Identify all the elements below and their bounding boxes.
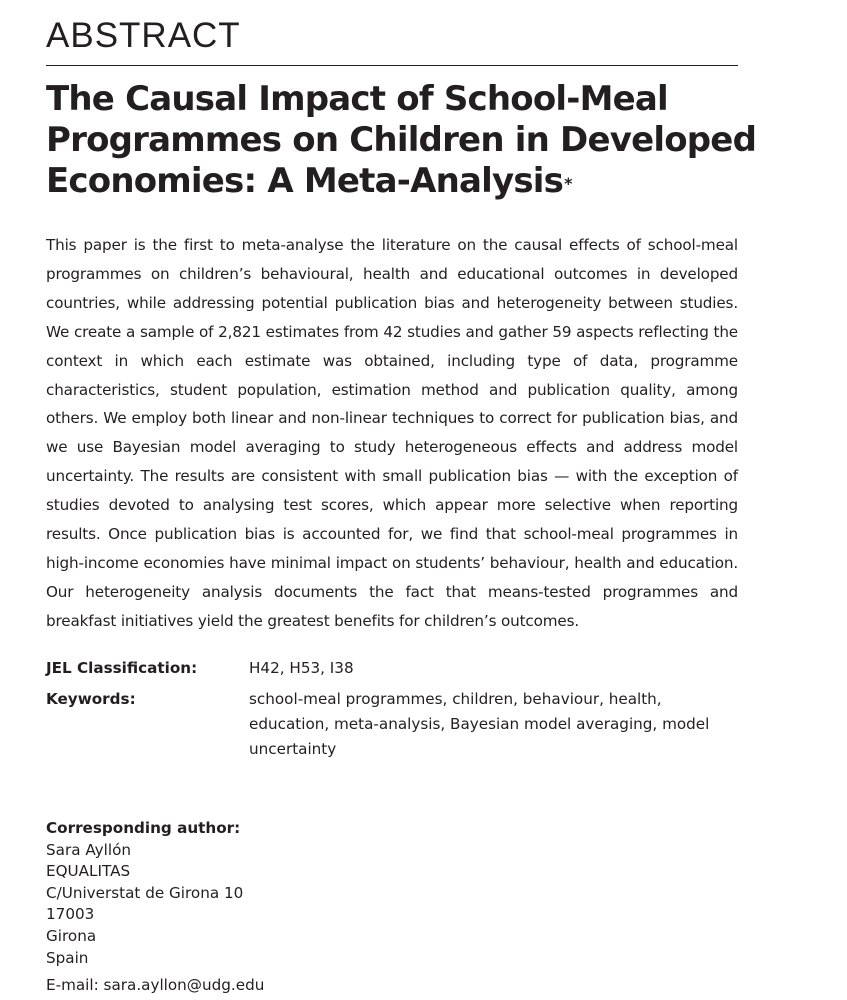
jel-classification-value: H42, H53, I38 — [249, 659, 354, 677]
paper-title-text: The Causal Impact of School-Meal Programmes on Children in Developed Economies: A Meta-Analysis — [46, 79, 757, 201]
heading-divider — [46, 65, 738, 66]
corresponding-author-block — [46, 818, 264, 997]
author-email[interactable]: E-mail: sara.ayllon@udg.edu — [46, 976, 265, 995]
author-postcode: 17003 — [46, 905, 95, 924]
jel-classification-label: JEL Classification: — [46, 659, 198, 677]
author-organization: EQUALITAS — [46, 862, 131, 881]
jel-classification-row — [46, 656, 738, 681]
keywords-value: school-meal programmes, children, behaviour, health, education, meta-analysis, Bayesian model averaging, model uncertainty — [249, 690, 710, 758]
abstract-body: This paper is the first to meta-analyse the literature on the causal effects of school-meal programmes on children’s behavioural, health and educational outcomes in developed countries, while addressing potential publication bias and heterogeneity between studies. We create a sample of 2,821 estimates from 42 studies and gather 59 aspects reflecting the context in which each estimate was obtained, including type of data, programme characteristics, student population, estimation method and publication quality, among others. We employ both linear and non-linear techniques to correct for publication bias, and we use Bayesian model averaging to study heterogeneous effects and address model uncertainty. The results are consistent with small publication bias — with the exception of studies devoted to analysing test scores, which appear more selective when reporting results. Once publication bias is accounted for, we find that school-meal programmes in high-income economies have minimal impact on students’ behaviour, health and education. Our heterogeneity analysis documents the fact that means-tested programmes and breakfast initiatives yield the greatest benefits for children’s outcomes. — [46, 236, 738, 630]
section-heading-abstract: ABSTRACT — [46, 16, 241, 55]
keywords-label: Keywords: — [46, 690, 136, 708]
author-name: Sara Ayllón — [46, 840, 132, 859]
author-street: C/Universtat de Girona 10 — [46, 883, 244, 902]
author-country: Spain — [46, 948, 89, 967]
corresponding-author-label: Corresponding author: — [46, 819, 241, 837]
author-city: Girona — [46, 926, 97, 945]
keywords-row — [46, 687, 738, 762]
title-footnote-marker: * — [564, 174, 572, 193]
paper-title — [46, 79, 766, 202]
